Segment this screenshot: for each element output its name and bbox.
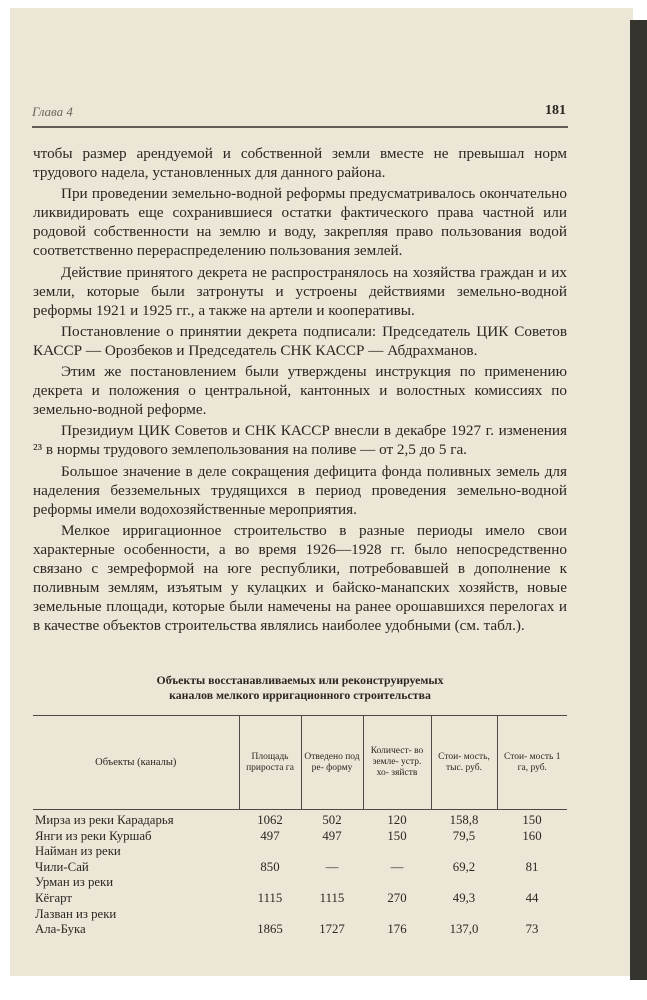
cell-cost-per-ha: 81 <box>525 859 539 874</box>
table-header-row <box>33 716 567 810</box>
cell-area <box>239 907 301 923</box>
page-number: 181 <box>545 103 566 118</box>
cell-cost-per-ha <box>497 907 567 923</box>
paragraph: Постановление о принятии декрета подписали: Председатель ЦИК Советов КАССР — Орозбеков и Председатель СНК КАССР — Абдрахманов. <box>33 322 567 359</box>
column-header-farms: Количест- во земле- устр. хо- зяйств <box>363 716 431 810</box>
cell-cost: 137,0 <box>449 922 479 937</box>
table-row <box>33 810 567 829</box>
cell-farms <box>363 907 431 923</box>
table-row <box>33 907 567 923</box>
cell-farms: 176 <box>387 922 407 937</box>
cell-reform: 1727 <box>319 922 345 937</box>
paragraph: Действие принятого декрета не распространялось на хозяйства граждан и их земли, которые были затронуты и устроены действиями земельно-водной реформы 1921 и 1925 гг., а также на артели и кооперативы. <box>33 263 567 319</box>
table-row <box>33 891 567 907</box>
cell-area: 1115 <box>257 890 283 905</box>
cell-cost: 49,3 <box>452 890 476 905</box>
cell-area <box>239 875 301 891</box>
cell-name: Найман из реки <box>35 844 121 859</box>
cell-farms: — <box>390 859 404 874</box>
cell-name: Мирза из реки Карадарья <box>35 813 174 827</box>
cell-area: 1062 <box>257 813 283 827</box>
column-header-objects: Объекты (каналы) <box>33 716 239 810</box>
cell-cost: 79,5 <box>452 828 476 843</box>
table-caption <box>100 673 500 703</box>
cell-cost-per-ha: 150 <box>522 813 542 827</box>
cell-area: 497 <box>260 828 280 843</box>
cell-cost-per-ha: 160 <box>522 828 542 843</box>
cell-cost-per-ha <box>497 875 567 891</box>
canals-table <box>33 715 567 938</box>
paragraph: Мелкое ирригационное строительство в разные периоды имело свои характерные особенности, а во время 1926—1928 гг. было непосредственно связано с земреформой на юге республики, потребовавшей в дополнение к поливным землям, изъятым у кулацких и байско-манапских хозяйств, новые земельные площади, которые были намечены на ранее орошавшихся перелогах и в качестве объектов строительства являлись наиболее удобными (см. табл.). <box>33 521 567 635</box>
cell-farms <box>363 875 431 891</box>
cell-cost-per-ha: 44 <box>525 890 539 905</box>
column-header-cost: Стои- мость, тыс. руб. <box>431 716 497 810</box>
cell-name: Ала-Бука <box>35 922 86 937</box>
paragraph: чтобы размер арендуемой и собственной земли вместе не превышал норм трудового надела, установленных для данного района. <box>33 145 567 182</box>
column-header-cost-per-ha: Стои- мость 1 га, руб. <box>497 716 567 810</box>
chapter-label: Глава 4 <box>32 104 73 119</box>
cell-reform <box>301 844 363 860</box>
cell-reform <box>301 875 363 891</box>
table-row <box>33 829 567 845</box>
cell-reform: 1115 <box>319 890 345 905</box>
cell-area: 1865 <box>257 922 283 937</box>
cell-reform: 502 <box>322 813 342 827</box>
cell-farms: 120 <box>387 813 407 827</box>
cell-cost <box>431 875 497 891</box>
cell-cost: 69,2 <box>452 859 476 874</box>
paragraph: При проведении земельно-водной реформы предусматривалось окончательно ликвидировать еще сохранившиеся остатки фактического права частной или родовой собственности на землю и воду, закрепляя право пользования водой соответственно перераспределению пользования землей. <box>33 185 567 260</box>
cell-area <box>239 844 301 860</box>
cell-farms <box>363 844 431 860</box>
table-row <box>33 844 567 860</box>
table-row <box>33 875 567 891</box>
cell-name: Лазван из реки <box>35 906 117 921</box>
body-text <box>33 144 567 637</box>
paragraph: Президиум ЦИК Советов и СНК КАССР внесли в декабре 1927 г. изменения ²³ в нормы трудового землепользования на поливе — от 2,5 до 5 га. <box>33 422 567 459</box>
cell-area: 850 <box>260 859 280 874</box>
cell-reform: 497 <box>322 828 342 843</box>
cell-farms: 150 <box>387 828 407 843</box>
cell-cost-per-ha: 73 <box>525 922 539 937</box>
running-header <box>32 100 568 128</box>
cell-cost <box>431 907 497 923</box>
cell-name: Янги из реки Куршаб <box>35 828 152 843</box>
table-row <box>33 922 567 938</box>
column-header-reform: Отведено под ре- форму <box>301 716 363 810</box>
cell-reform: — <box>325 859 339 874</box>
paragraph: Этим же постановлением были утверждены инструкция по применению декрета и положения о центральной, кантонных и волостных комиссиях по земельно-водной реформе. <box>33 363 567 419</box>
cell-cost <box>431 844 497 860</box>
table-row <box>33 860 567 876</box>
cell-name: Урман из реки <box>35 875 114 890</box>
cell-farms: 270 <box>387 890 407 905</box>
column-header-area: Площадь прироста га <box>239 716 301 810</box>
cell-cost-per-ha <box>497 844 567 860</box>
cell-reform <box>301 907 363 923</box>
paragraph: Большое значение в деле сокращения дефицита фонда поливных земель для наделения безземельных трудящихся в период проведения земельно-водной реформы имели водохозяйственные мероприятия. <box>33 462 567 518</box>
scan-edge-shadow <box>630 20 647 980</box>
cell-name: Кёгарт <box>35 890 72 905</box>
table-caption-line: Объекты восстанавливаемых или реконструируемых <box>156 673 444 687</box>
table-caption-line: каналов мелкого ирригационного строительства <box>169 688 431 702</box>
cell-name: Чили-Сай <box>35 859 89 874</box>
cell-cost: 158,8 <box>449 813 479 827</box>
